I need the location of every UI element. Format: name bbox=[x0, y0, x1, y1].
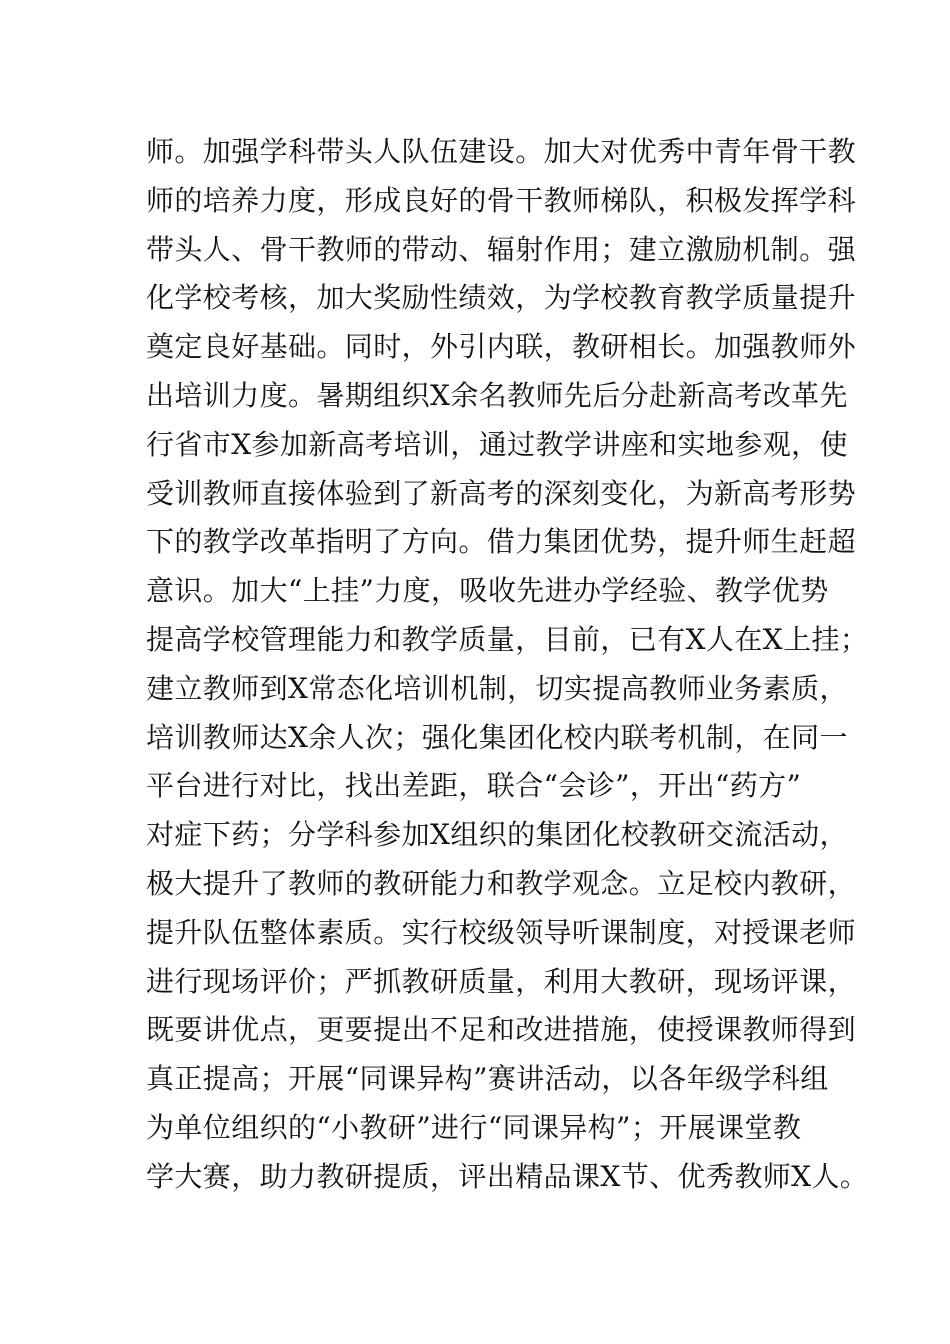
text-line: 学大赛，助力教研提质，评出精品课X节、优秀教师X人。 bbox=[146, 1159, 869, 1193]
text-line: 奠定良好基础。同时，外引内联，教研相长。加强教师外 bbox=[146, 330, 857, 364]
text-line: 化学校考核，加大奖励性绩效，为学校教育教学质量提升 bbox=[146, 281, 857, 315]
text-line: 出培训力度。暑期组织X余名教师先后分赴新高考改革先 bbox=[146, 378, 848, 412]
text-line: 为单位组织的“小教研”进行“同课异构”；开展课堂教 bbox=[146, 1110, 802, 1144]
text-line: 受训教师直接体验到了新高考的深刻变化，为新高考形势 bbox=[146, 476, 857, 510]
text-line: 行省市X参加新高考培训，通过教学讲座和实地参观，使 bbox=[146, 427, 848, 461]
text-line: 极大提升了教师的教研能力和教学观念。立足校内教研， bbox=[146, 866, 857, 900]
text-line: 提高学校管理能力和教学质量，目前，已有X人在X上挂； bbox=[146, 622, 869, 656]
text-line: 对症下药；分学科参加X组织的集团化校教研交流活动， bbox=[146, 818, 848, 852]
text-line: 进行现场评价；严抓教研质量，利用大教研，现场评课， bbox=[146, 964, 857, 998]
text-line: 培训教师达X余人次；强化集团化校内联考机制，在同一 bbox=[146, 720, 848, 754]
text-line: 平台进行对比，找出差距，联合“会诊”，开出“药方” bbox=[146, 769, 802, 803]
text-line: 建立教师到X常态化培训机制，切实提高教师业务素质， bbox=[146, 671, 848, 705]
text-line: 真正提高；开展“同课异构”赛讲活动，以各年级学科组 bbox=[146, 1062, 829, 1096]
body-paragraph bbox=[146, 128, 869, 1202]
text-line: 既要讲优点，更要提出不足和改进措施，使授课教师得到 bbox=[146, 1013, 857, 1047]
text-line: 下的教学改革指明了方向。借力集团优势，提升师生赶超 bbox=[146, 525, 857, 559]
text-line: 提升队伍整体素质。实行校级领导听课制度，对授课老师 bbox=[146, 915, 857, 949]
text-line: 意识。加大“上挂”力度，吸收先进办学经验、教学优势 bbox=[146, 574, 829, 608]
text-line: 带头人、骨干教师的带动、辐射作用；建立激励机制。强 bbox=[146, 232, 857, 266]
text-line: 师。加强学科带头人队伍建设。加大对优秀中青年骨干教 bbox=[146, 135, 857, 168]
text-line: 师的培养力度，形成良好的骨干教师梯队，积极发挥学科 bbox=[146, 183, 857, 217]
